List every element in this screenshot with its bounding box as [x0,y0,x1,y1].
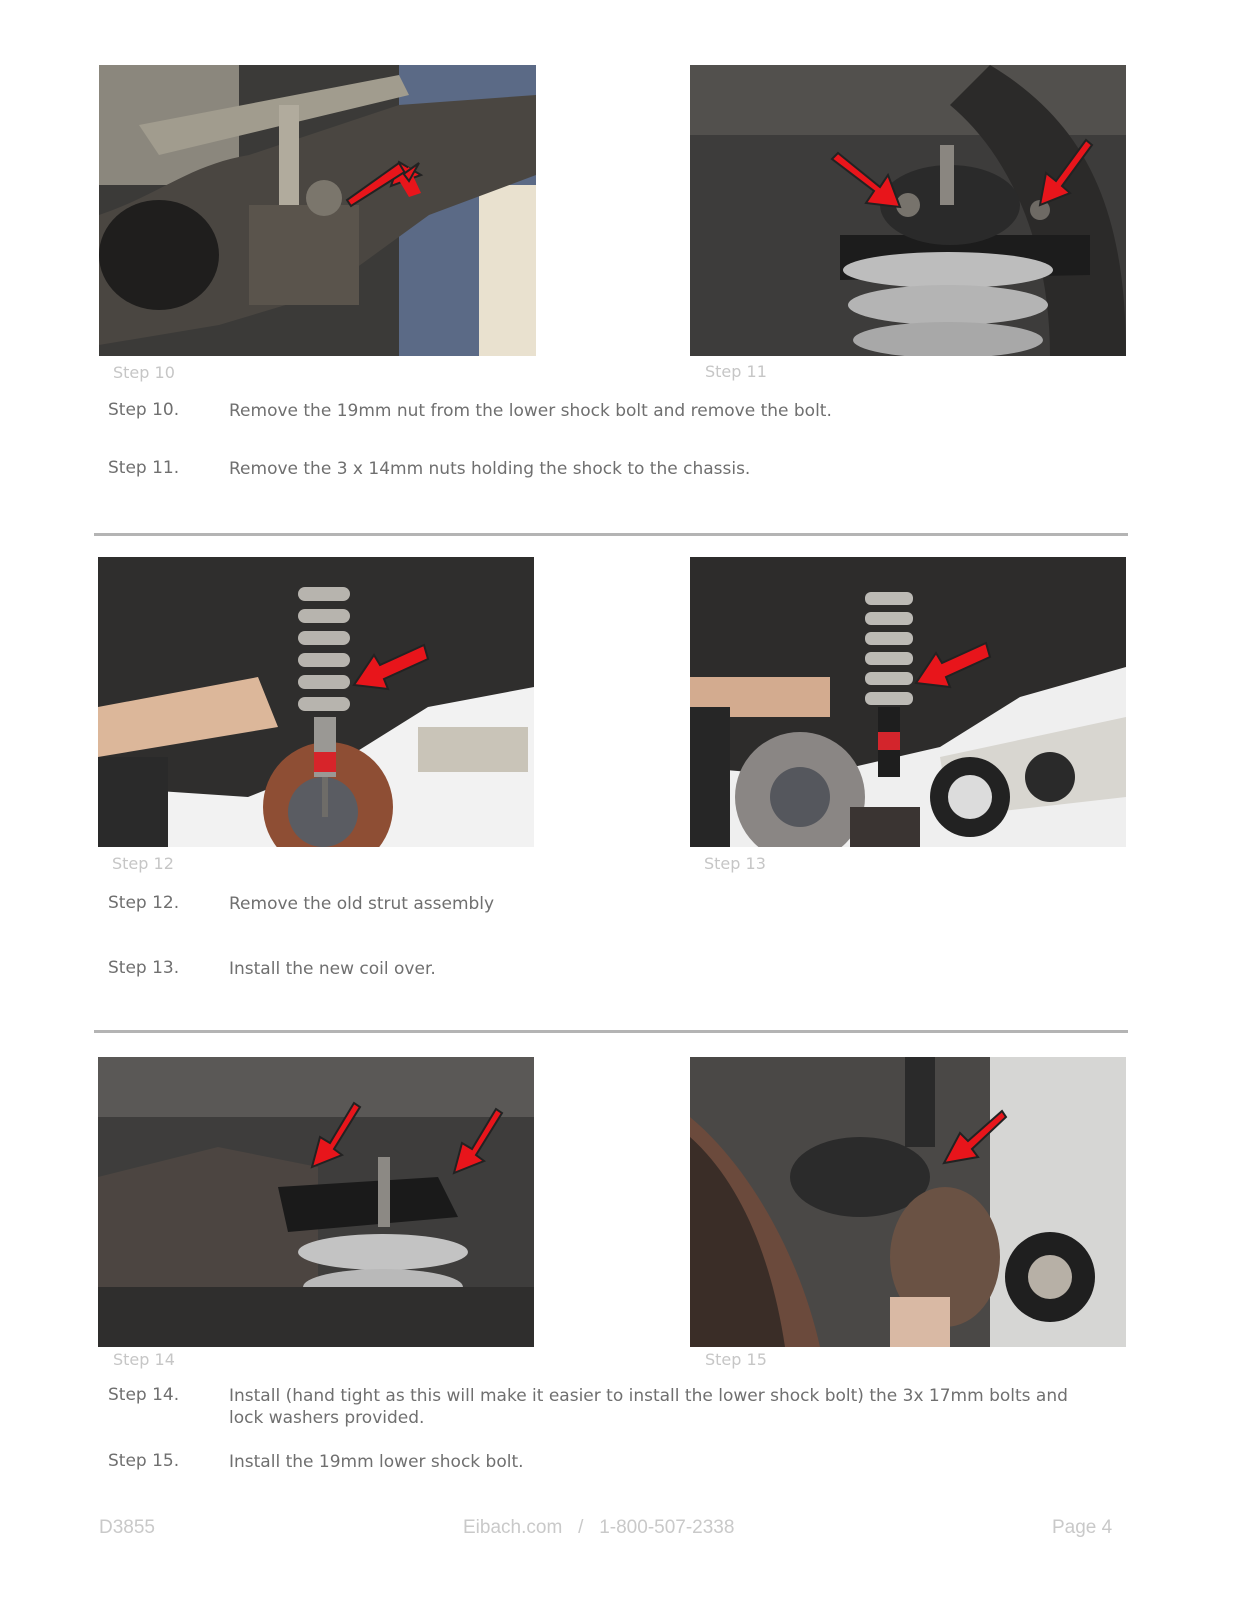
contact-info: Eibach.com / 1-800-507-2338 [463,1517,735,1538]
photo-caption: Step 11 [705,362,767,381]
step-instruction: Remove the 19mm nut from the lower shock bolt and remove the bolt. [229,401,832,421]
step-label: Step 10. [108,400,180,420]
photo-step-15 [690,1057,1126,1347]
photo-caption: Step 15 [705,1350,767,1369]
photo-caption: Step 10 [113,363,175,382]
photo-caption: Step 14 [113,1350,175,1369]
step-label: Step 15. [108,1451,180,1471]
step-label: Step 11. [108,458,180,478]
photo-step-13 [690,557,1126,847]
step-instruction: Install (hand tight as this will make it easier to install the lower shock bolt) the 3x 17mm bolts and lock washers provided. [229,1386,1068,1428]
photo-step-14 [98,1057,534,1347]
photo-step-12 [98,557,534,847]
photo-caption: Step 12 [112,854,174,873]
step-label: Step 14. [108,1385,180,1405]
step-label: Step 13. [108,958,180,978]
section-divider [94,533,1128,536]
step-label: Step 12. [108,893,180,913]
document-code: D3855 [99,1517,155,1538]
section-divider [94,1030,1128,1033]
step-instruction: Install the 19mm lower shock bolt. [229,1452,524,1472]
photo-step-11 [690,65,1126,356]
step-instruction: Remove the 3 x 14mm nuts holding the shock to the chassis. [229,459,751,479]
step-instruction: Install the new coil over. [229,959,436,979]
page-number: Page 4 [1052,1517,1113,1538]
step-instruction: Remove the old strut assembly [229,894,495,914]
photo-caption: Step 13 [704,854,766,873]
photo-step-10 [99,65,536,356]
